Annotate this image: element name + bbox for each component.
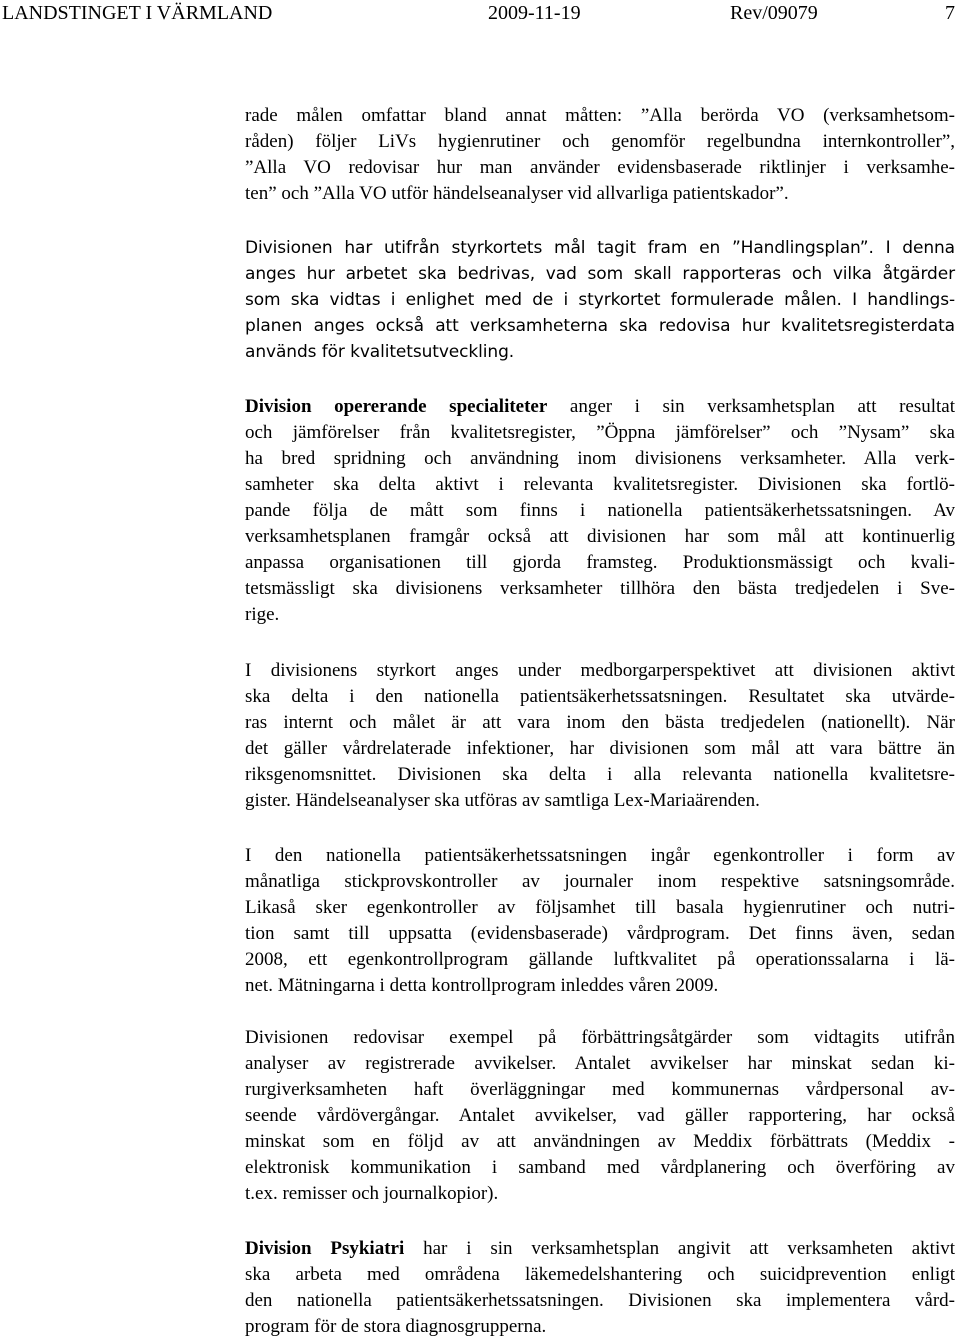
paragraph-action-plan: [245, 235, 955, 365]
text-line: och jämförelser från kvalitetsregister, ”Öppna jämförelser” och ”Nysam” ska: [245, 422, 955, 443]
text-line: ska arbeta med områdena läkemedelshantering och suicidprevention enligt: [245, 1264, 955, 1285]
text-line: I divisionens styrkort anges under medborgarperspektivet att divisionen aktivt: [245, 660, 955, 681]
text-line: ”Alla VO redovisar hur man använder evidensbaserade riktlinjer i verksamhe-: [245, 157, 955, 178]
text-line: används för kvalitetsutveckling.: [245, 342, 515, 362]
text-line: 2008, ett egenkontrollprogram gällande luftkvalitet på operationssalarna i lä-: [245, 949, 955, 970]
text-line: ten” och ”Alla VO utför händelseanalyser vid allvarliga patientskador”.: [245, 183, 789, 204]
text-line: verksamhetsplanen framgår också att divisionen har som mål att kontinuerlig: [245, 526, 955, 547]
text-line: [245, 394, 955, 420]
text-line: t.ex. remisser och journalkopior).: [245, 1183, 499, 1204]
text-line: tetsmässligt ska divisionens verksamheter tillhöra den bästa tredjedelen i Sve-: [245, 578, 955, 599]
text-line: rige.: [245, 604, 280, 625]
text-line: program för de stora diagnosgrupperna.: [245, 1316, 547, 1337]
text-line: net. Mätningarna i detta kontrollprogram inleddes våren 2009.: [245, 975, 719, 996]
text-line: ha bred spridning och användning inom divisionens verksamheter. Alla verk-: [245, 448, 955, 469]
text-line: det gäller vårdrelaterade infektioner, har divisionen som mål att vara bättre än: [245, 738, 955, 759]
division-name: Division Psykiatri: [245, 1238, 405, 1259]
text-line: seende vårdövergångar. Antalet avvikelser, vad gäller rapportering, har också: [245, 1105, 955, 1126]
text-line: [245, 1236, 955, 1262]
text-line: som ska vidtas i enlighet med de i styrkortet formulerade målen. I handlings-: [245, 290, 955, 310]
text-line: Likaså sker egenkontroller av följsamhet till basala hygienrutiner och nutri-: [245, 897, 955, 918]
text-line: elektronisk kommunikation i samband med vårdplanering och överföring av: [245, 1157, 955, 1178]
text-line: ras internt och målet är att vara inom den bästa tredjedelen (nationellt). När: [245, 712, 955, 733]
text-line: tion samt till uppsatta (evidensbaserade) vårdprogram. Det finns även, sedan: [245, 923, 955, 944]
paragraph-improvements: [245, 1025, 955, 1207]
text-fragment: har i sin verksamhetsplan angivit att verksamheten aktivt: [404, 1238, 956, 1259]
text-line: minskat som en följd av att användningen av Meddix förbättrats (Meddix -: [245, 1131, 955, 1152]
paragraph-operating-specialties: [245, 394, 955, 628]
text-line: pande följa de mått som finns i nationella patientsäkerhetssatsningen. Av: [245, 500, 955, 521]
paragraph-psychiatry: [245, 1236, 955, 1340]
text-line: planen anges också att verksamheterna ska redovisa hur kvalitetsregisterdata: [245, 316, 955, 336]
paragraph-self-checks: [245, 843, 955, 999]
text-line: Divisionen redovisar exempel på förbättringsåtgärder som vidtagits utifrån: [245, 1027, 955, 1048]
page-header: [0, 2, 960, 30]
text-line: råden) följer LiVs hygienrutiner och genomför regelbundna internkontroller”,: [245, 131, 955, 152]
paragraph-goals-continued: [245, 103, 955, 207]
text-line: Divisionen har utifrån styrkortets mål tagit fram en ”Handlingsplan”. I denna: [245, 238, 955, 258]
text-line: rurgiverksamheten haft överläggningar med kommunernas vårdpersonal av-: [245, 1079, 955, 1100]
text-line: ska delta i den nationella patientsäkerhetssatsningen. Resultatet ska utvärde-: [245, 686, 955, 707]
text-line: anges hur arbetet ska bedrivas, vad som skall rapporteras och vilka åtgärder: [245, 264, 955, 284]
text-line: analyser av registrerade avvikelser. Antalet avvikelser har minskat sedan ki-: [245, 1053, 955, 1074]
page-number: 7: [945, 2, 955, 24]
text-fragment: anger i sin verksamhetsplan att resultat: [547, 396, 955, 417]
header-organization: LANDSTINGET I VÄRMLAND: [2, 2, 273, 24]
text-line: gister. Händelseanalyser ska utföras av samtliga Lex-Mariaärenden.: [245, 790, 760, 811]
division-name: Division opererande specialiteter: [245, 396, 548, 417]
paragraph-scorecard: [245, 658, 955, 814]
header-date: 2009-11-19: [488, 2, 581, 24]
text-line: rade målen omfattar bland annat måtten: ”Alla berörda VO (verksamhetsom-: [245, 105, 955, 126]
header-reference: Rev/09079: [730, 2, 818, 24]
text-line: I den nationella patientsäkerhetssatsningen ingår egenkontroller i form av: [245, 845, 955, 866]
text-line: anpassa organisationen till gjorda framsteg. Produktionsmässigt och kvali-: [245, 552, 955, 573]
text-line: riksgenomsnittet. Divisionen ska delta i alla relevanta nationella kvalitetsre-: [245, 764, 955, 785]
text-line: den nationella patientsäkerhetssatsningen. Divisionen ska implementera vård-: [245, 1290, 955, 1311]
text-line: samheter ska delta aktivt i relevanta kvalitetsregister. Divisionen ska fortlö-: [245, 474, 955, 495]
text-line: månatliga stickprovskontroller av journaler inom respektive satsningsområde.: [245, 871, 955, 892]
